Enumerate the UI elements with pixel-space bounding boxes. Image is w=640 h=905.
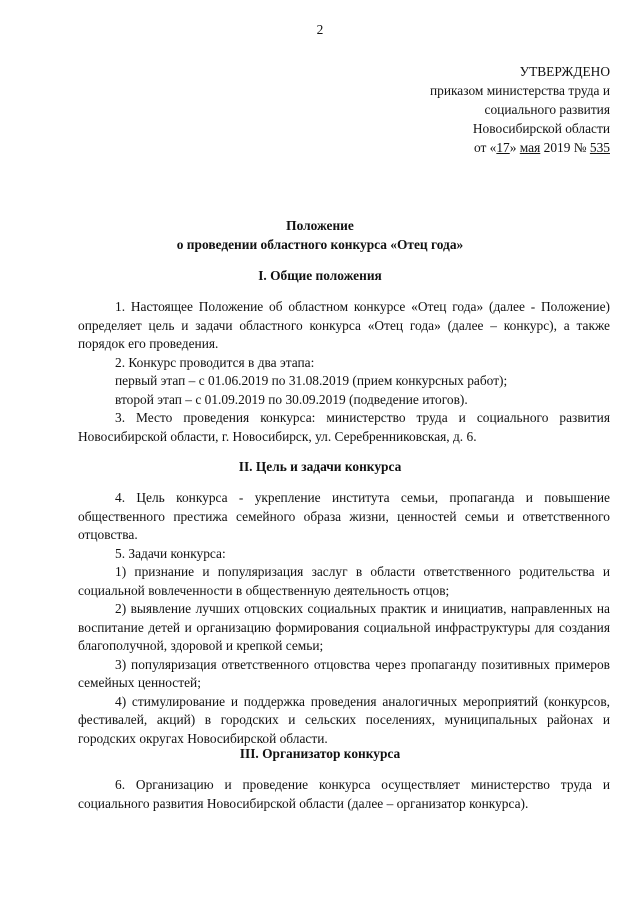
paragraph-5: 5. Задачи конкурса:	[115, 545, 226, 561]
paragraph-3: 3. Место проведения конкурса: министерство труда и социального развития Новосибирской области, г. Новосибирск, ул. Серебренниковская, д. 6.	[78, 410, 610, 444]
date-year: 2019 №	[540, 140, 590, 155]
date-mid: »	[509, 140, 520, 155]
task-3: 3) популяризация ответственного отцовства через пропаганду позитивных примеров семейных ценностей;	[78, 656, 610, 690]
title-line-2: о проведении областного конкурса «Отец года»	[176, 237, 464, 252]
section-1-heading: I. Общие положения	[258, 268, 382, 283]
approval-line-1: УТВЕРЖДЕНО	[519, 64, 610, 79]
approval-block	[350, 62, 610, 157]
paragraph-6: 6. Организацию и проведение конкурса осуществляет министерство труда и социального развития Новосибирской области (далее – организатор конкурса).	[78, 777, 610, 811]
section-3-body	[78, 776, 610, 813]
order-number: 535	[589, 140, 610, 155]
section-2-body	[78, 489, 610, 748]
date-day: 17	[496, 140, 510, 155]
paragraph-2-stage-1: первый этап – с 01.06.2019 по 31.08.2019 (прием конкурсных работ);	[115, 373, 508, 388]
approval-date	[350, 138, 610, 157]
paragraph-4: 4. Цель конкурса - укрепление института семьи, пропаганда и повышение общественного престижа семейного образа жизни, ценностей семьи и ответственного отцовства.	[78, 490, 610, 542]
section-2-heading: II. Цель и задачи конкурса	[238, 459, 402, 474]
date-prefix: от «	[473, 140, 497, 155]
task-1: 1) признание и популяризация заслуг в области ответственного родительства и социальной вовлеченности в общественную деятельность отцов;	[78, 564, 610, 598]
paragraph-2-stage-2: второй этап – с 01.09.2019 по 30.09.2019 (подведение итогов).	[115, 391, 468, 407]
section-3-heading: III. Организатор конкурса	[239, 746, 401, 761]
title-line-1: Положение	[286, 218, 354, 233]
task-2: 2) выявление лучших отцовских социальных практик и инициатив, направленных на воспитание детей и организацию формирования социальной инфраструктуры для создания благополучной, здоровой и крепкой семьи;	[78, 601, 610, 653]
page-number: 2	[316, 22, 324, 37]
approval-line-4: Новосибирской области	[472, 121, 610, 136]
date-month: мая	[519, 140, 541, 155]
task-4: 4) стимулирование и поддержка проведения аналогичных мероприятий (конкурсов, фестивалей, акций) в городских и сельских поселениях, муниципальных районах и городских округах Новосибирской области.	[78, 693, 610, 746]
paragraph-2: 2. Конкурс проводится в два этапа:	[115, 354, 315, 370]
document-title	[0, 216, 640, 254]
approval-line-3: социального развития	[484, 102, 610, 117]
section-1-body	[78, 298, 610, 446]
paragraph-1: 1. Настоящее Положение об областном конкурсе «Отец года» (далее - Положение) определяет цель и задачи областного конкурса «Отец года» (далее – конкурс), а также порядок его проведения.	[78, 299, 610, 351]
approval-line-2: приказом министерства труда и	[429, 83, 610, 98]
